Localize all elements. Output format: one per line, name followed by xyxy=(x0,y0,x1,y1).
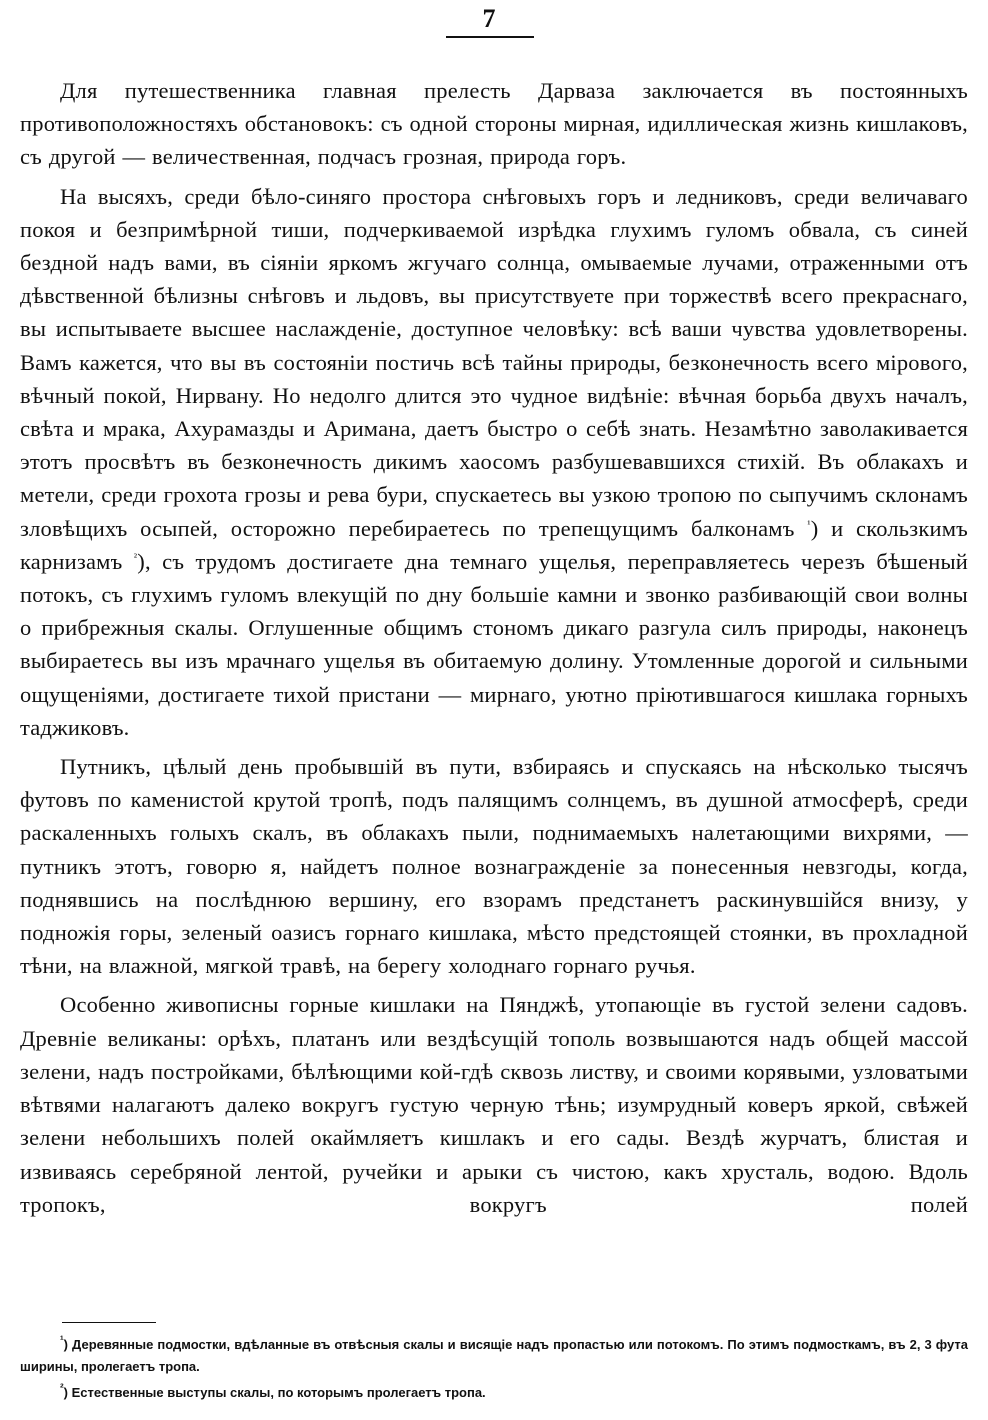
paragraph-2-middle: ) и скользкимъ карнизамъ xyxy=(20,515,968,574)
footnote-separator xyxy=(62,1322,156,1323)
paragraph-2-start: На высяхъ, среди бѣло-синяго простора снѣговыхъ горъ и ледниковъ, среди величаваго покоя и безпримѣрной тиши, подчеркиваемой изрѣдка глухимъ гуломъ обвала, съ синей бездной надъ вами, въ сіяніи яркомъ жгучаго солнца, омываемые лучами, отраженными отъ дѣвственной бѣлизны снѣговъ и льдовъ, вы присутствуете при торжествѣ всего прекраснаго, вы испытываете высшее наслажденіе, доступное человѣку: всѣ ваши чувства удовлетворены. Вамъ кажется, что вы въ состояніи постичь всѣ тайны природы, безконечность всего мірового, вѣчный покой, Нирвану. Но недолго длится это чудное видѣніе: вѣчная борьба двухъ началъ, свѣта и мрака, Ахурамазды и Аримана, даетъ быстро о себѣ знать. Незамѣтно заволакивается этотъ просвѣтъ въ безконечность дикимъ хаосомъ разбушевавшихся стихій. Въ облакахъ и метели, среди грохота грозы и рева бури, спускаетесь вы узкою тропою по сыпучимъ склонамъ зловѣщихъ осыпей, осторожно перебираетесь по трепещущимъ балконамъ xyxy=(20,183,968,541)
main-text xyxy=(20,74,968,1221)
footnote-1 xyxy=(20,1334,968,1378)
page-number-rule xyxy=(446,36,534,38)
page-number: 7 xyxy=(482,4,496,33)
paragraph-3: Путникъ, цѣлый день пробывшій въ пути, взбираясь и спускаясь на нѣсколько тысячъ футовъ по каменистой крутой тропѣ, подъ палящимъ солнцемъ, въ душной атмосферѣ, среди раскаленныхъ голыхъ скалъ, въ облакахъ пыли, поднимаемыхъ налетающими вихрями, — путникъ этотъ, говорю я, найдетъ полное вознагражденіе за понесенныя невзгоды, когда, поднявшись на послѣднюю вершину, его взорамъ предстанетъ раскинувшійся внизу, у подножія горы, зеленый оазисъ горнаго кишлака, мѣсто предстоящей стоянки, въ прохладной тѣни, на влажной, мягкой травѣ, на берегу холоднаго горнаго ручья. xyxy=(20,754,968,979)
footnote-ref-2: ² xyxy=(133,551,138,564)
footnote-1-text: ) Деревянные подмостки, вдѣланные въ отвѣсныя скалы и висящіе надъ пропастью или потокомъ. По этимъ подмосткамъ, въ 2, 3 фута ширины, пролегаетъ тропа. xyxy=(20,1337,968,1374)
footnote-ref-1: ¹ xyxy=(807,518,811,531)
footnote-1-mark: ¹ xyxy=(60,1334,64,1347)
paragraph-4: Особенно живописны горные кишлаки на Пянджѣ, утопающіе въ густой зелени садовъ. Древніе великаны: орѣхъ, платанъ или вездѣсущій тополь возвышаются надъ общей массой зелени, надъ постройками, бѣлѣющими кой-гдѣ сквозь листву, и своими корявыми, узловатыми вѣтвями налагаютъ далеко вокругъ густую черную тѣнь; изумрудный коверъ яркой, свѣжей зелени небольшихъ полей окаймляетъ кишлакъ и его сады. Вездѣ журчатъ, блистая и извиваясь серебряной лентой, ручейки и арыки съ чистою, какъ хрусталь, водою. Вдоль тропокъ, вокругъ полей xyxy=(20,992,968,1217)
footnote-2-text: ) Естественные выступы скалы, по которымъ пролегаетъ тропа. xyxy=(63,1385,486,1400)
paragraph-1: Для путешественника главная прелесть Дарваза заключается въ постоянныхъ противоположностяхъ обстановокъ: съ одной стороны мирная, идиллическая жизнь кишлаковъ, съ другой — величественная, подчасъ грозная, природа горъ. xyxy=(20,78,968,170)
footnote-2-mark: ² xyxy=(60,1382,64,1395)
footnote-2 xyxy=(20,1382,968,1404)
footnotes xyxy=(20,1334,968,1408)
paragraph-2 xyxy=(20,180,968,744)
paragraph-2-end: ), съ трудомъ достигаете дна темнаго ущелья, переправляетесь черезъ бѣшеный потокъ, съ глухимъ гуломъ влекущій по дну большіе камни и звонко разбивающій свои волны о прибрежныя скалы. Оглушенные общимъ стономъ дикаго разгула силъ природы, наконецъ выбираетесь вы изъ мрачнаго ущелья въ обитаемую долину. Утомленные дорогой и сильными ощущеніями, достигаете тихой пристани — мирнаго, уютно пріютившагося кишлака горныхъ таджиковъ. xyxy=(20,548,968,740)
